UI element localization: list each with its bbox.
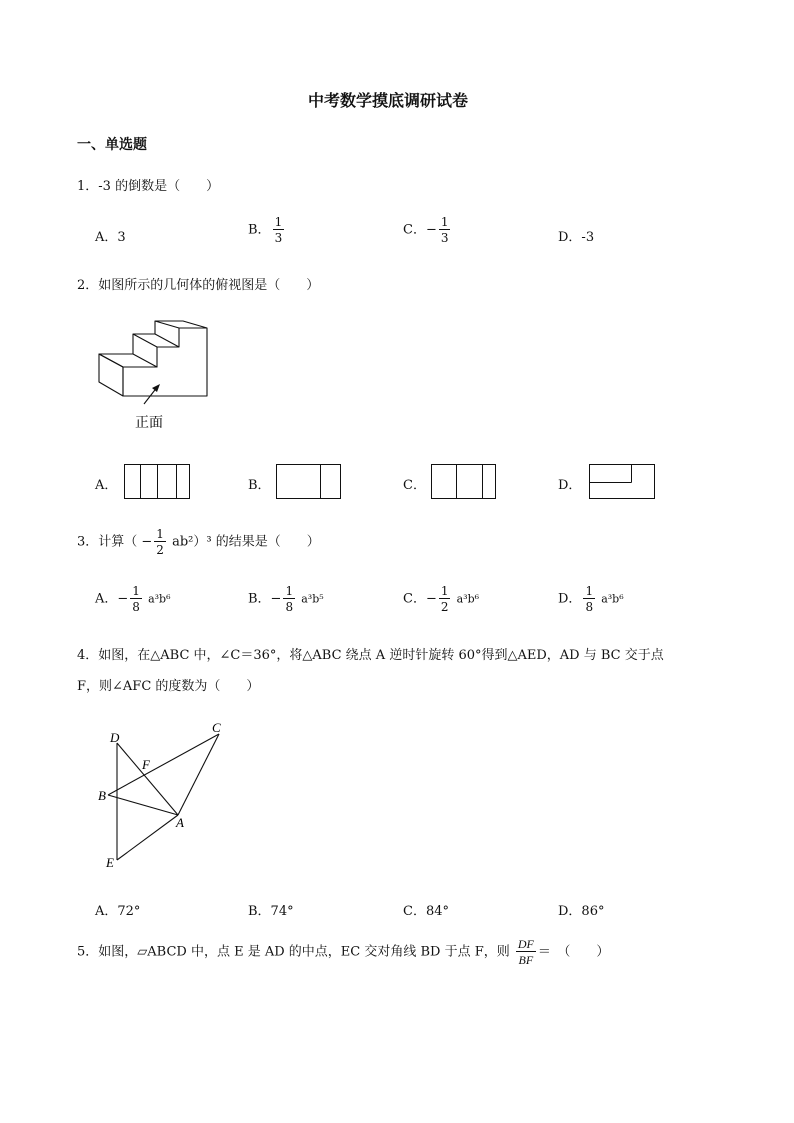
q2-solid-figure bbox=[95, 318, 215, 433]
q2-figure-label: 正面 bbox=[135, 415, 163, 431]
question-4-stem-line-1: 4．如图，在△ABC 中，∠C＝36°，将△ABC 绕点 A 逆时针旋转 60°得到△AED，AD 与 BC 交于点 bbox=[77, 648, 664, 663]
q3-option-a-prefix: A．− bbox=[95, 591, 129, 607]
fraction-numerator: 1 bbox=[585, 584, 594, 598]
q5-stem-suffix: ＝ （ ） bbox=[537, 944, 610, 960]
fraction-denominator: 2 bbox=[440, 600, 449, 614]
q1-option-c[interactable] bbox=[403, 216, 452, 244]
q3-option-c-prefix: C．− bbox=[403, 591, 437, 607]
q1-option-b[interactable] bbox=[248, 216, 286, 244]
section-heading: 一、单选题 bbox=[77, 137, 147, 153]
q1-option-b-prefix: B． bbox=[248, 222, 271, 238]
q5-stem-prefix: 5．如图，▱ABCD 中，点 E 是 AD 的中点，EC 交对角线 BD 于点 F，则 bbox=[77, 944, 510, 960]
q2-option-d[interactable]: D． bbox=[558, 478, 582, 493]
fraction-numerator: 1 bbox=[132, 584, 140, 598]
q1-option-b-fraction bbox=[273, 216, 285, 244]
q2-option-a[interactable]: A． bbox=[95, 478, 118, 493]
fraction-denominator: 8 bbox=[132, 600, 140, 614]
fraction-numerator: 1 bbox=[285, 584, 294, 598]
question-5-stem bbox=[77, 938, 609, 966]
q4-option-a[interactable]: A．72° bbox=[95, 904, 141, 919]
fraction-numerator: 1 bbox=[156, 527, 164, 541]
question-1-stem: 1．-3 的倒数是（ ） bbox=[77, 179, 220, 194]
q4-triangle-figure bbox=[96, 716, 236, 876]
q1-option-c-fraction bbox=[439, 216, 451, 244]
q3-stem-fraction bbox=[154, 528, 166, 556]
page-title: 中考数学摸底调研试卷 bbox=[308, 91, 469, 110]
label-D: D bbox=[110, 730, 120, 745]
q3-option-a-expr: a³b⁶ bbox=[148, 592, 171, 606]
q2-option-d-figure bbox=[589, 464, 657, 500]
q2-option-b-figure bbox=[276, 464, 342, 500]
q3-option-a[interactable] bbox=[95, 585, 170, 613]
fraction-numerator: 1 bbox=[440, 215, 449, 229]
fraction-denominator: BF bbox=[518, 953, 534, 967]
q3-option-d-fraction bbox=[583, 585, 595, 613]
q3-option-c[interactable] bbox=[403, 585, 479, 613]
q3-stem-prefix: 3．计算（ − bbox=[77, 534, 153, 550]
fraction-numerator: 1 bbox=[440, 584, 449, 598]
q3-option-c-fraction bbox=[439, 585, 451, 613]
q3-option-d-expr: a³b⁶ bbox=[601, 592, 624, 606]
q2-option-c[interactable]: C． bbox=[403, 478, 426, 493]
q4-option-c[interactable]: C．84° bbox=[403, 904, 449, 919]
q3-option-b[interactable] bbox=[248, 585, 324, 613]
q5-fraction bbox=[516, 938, 536, 966]
q1-option-d[interactable]: D．-3 bbox=[558, 230, 595, 245]
fraction-denominator: 8 bbox=[285, 600, 294, 614]
q3-option-b-prefix: B．− bbox=[248, 591, 282, 607]
q3-option-a-fraction bbox=[130, 585, 142, 613]
q2-option-b[interactable]: B． bbox=[248, 478, 271, 493]
q4-option-b[interactable]: B．74° bbox=[248, 904, 294, 919]
q2-option-a-figure bbox=[124, 464, 190, 500]
q3-stem-rest: ab²）³ 的结果是（ ） bbox=[167, 534, 320, 550]
question-2-stem: 2．如图所示的几何体的俯视图是（ ） bbox=[77, 278, 320, 293]
label-C: C bbox=[212, 720, 221, 735]
q1-option-a[interactable]: A．3 bbox=[95, 230, 126, 245]
fraction-denominator: 3 bbox=[274, 231, 283, 245]
q1-option-c-prefix: C．− bbox=[403, 222, 437, 238]
label-F: F bbox=[142, 757, 150, 772]
fraction-numerator: DF bbox=[517, 937, 534, 951]
q2-option-c-figure bbox=[431, 464, 497, 500]
q3-option-c-expr: a³b⁶ bbox=[456, 592, 480, 606]
q3-option-b-fraction bbox=[283, 585, 295, 613]
fraction-numerator: 1 bbox=[274, 215, 283, 229]
label-A: A bbox=[176, 815, 184, 830]
label-B: B bbox=[98, 788, 106, 803]
fraction-denominator: 8 bbox=[585, 600, 594, 614]
fraction-denominator: 3 bbox=[440, 231, 449, 245]
label-E: E bbox=[106, 855, 114, 870]
q4-option-d[interactable]: D．86° bbox=[558, 904, 605, 919]
q3-option-b-expr: a³b⁵ bbox=[301, 592, 324, 606]
q3-option-d[interactable] bbox=[558, 585, 624, 613]
q3-option-d-prefix: D． bbox=[558, 591, 582, 607]
fraction-denominator: 2 bbox=[156, 543, 164, 557]
question-3-stem bbox=[77, 528, 320, 556]
question-4-stem-line-2: F，则∠AFC 的度数为（ ） bbox=[77, 679, 260, 694]
